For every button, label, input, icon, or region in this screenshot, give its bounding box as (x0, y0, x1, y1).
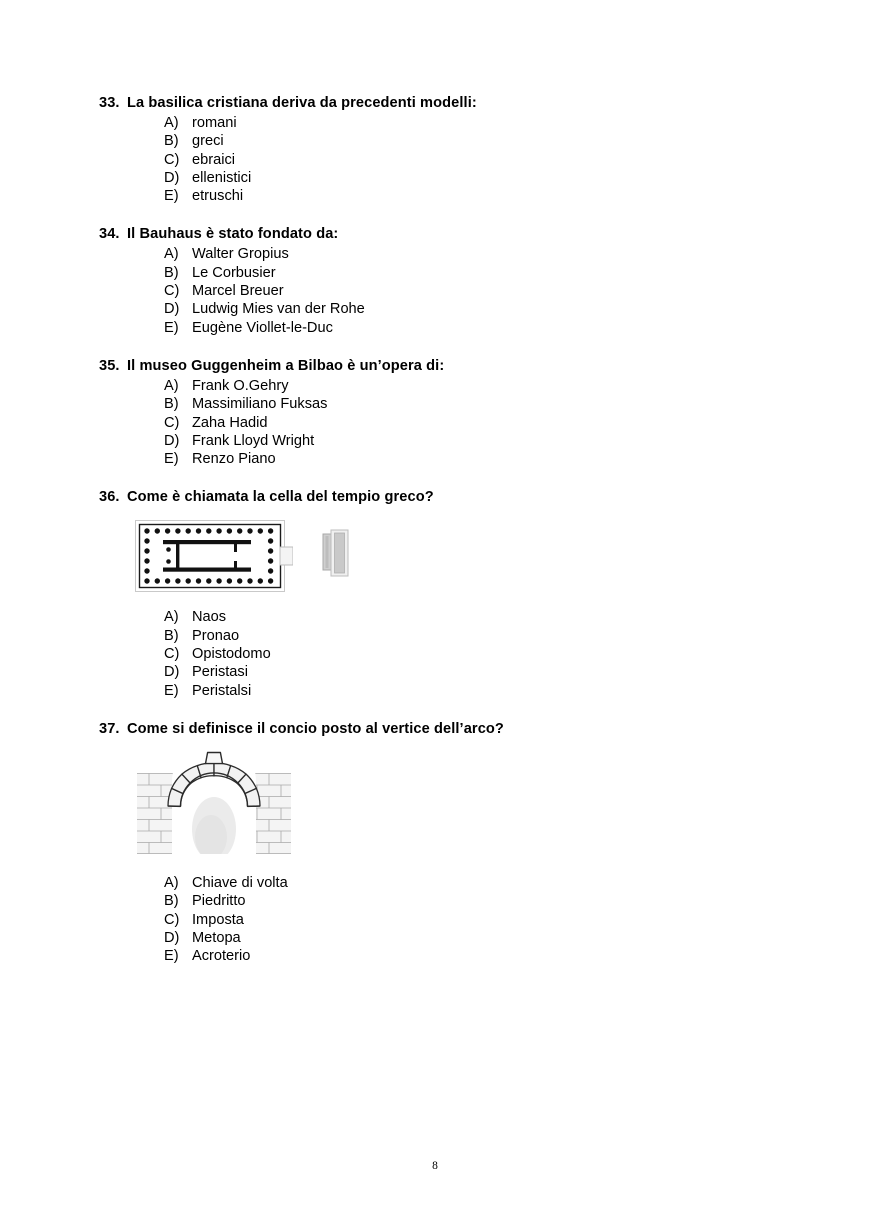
question-35-number: 35. (99, 357, 120, 374)
option-item[interactable] (164, 947, 789, 965)
option-text: Peristasi (192, 664, 248, 681)
option-letter: A) (164, 874, 179, 891)
question-36 (99, 488, 789, 699)
question-36-text: Come è chiamata la cella del tempio greco? (127, 489, 434, 506)
option-text: Zaha Hadid (192, 414, 268, 431)
option-item[interactable] (164, 682, 789, 700)
option-letter: D) (164, 432, 180, 449)
option-letter: A) (164, 377, 179, 394)
option-item[interactable] (164, 169, 789, 187)
question-37-heading (99, 720, 789, 738)
option-text: Le Corbusier (192, 264, 276, 281)
option-letter: D) (164, 929, 180, 946)
question-34-text: Il Bauhaus è stato fondato da: (127, 226, 339, 243)
option-item[interactable] (164, 627, 789, 645)
option-item[interactable] (164, 395, 789, 413)
option-item[interactable] (164, 300, 789, 318)
option-text: Metopa (192, 929, 241, 946)
option-letter: B) (164, 133, 179, 150)
option-text: Marcel Breuer (192, 283, 284, 300)
option-item[interactable] (164, 874, 789, 892)
column-elevation-icon (321, 528, 361, 588)
option-item[interactable] (164, 414, 789, 432)
question-33 (99, 94, 789, 205)
option-text: greci (192, 133, 224, 150)
greek-temple-figure-wrap (99, 520, 789, 592)
option-letter: E) (164, 319, 179, 336)
option-item[interactable] (164, 151, 789, 169)
option-letter: E) (164, 948, 179, 965)
option-item[interactable] (164, 450, 789, 468)
question-36-number: 36. (99, 489, 120, 506)
option-letter: B) (164, 627, 179, 644)
option-item[interactable] (164, 645, 789, 663)
question-37-number: 37. (99, 720, 120, 737)
option-letter: D) (164, 169, 180, 186)
question-33-text: La basilica cristiana deriva da precedenti modelli: (127, 95, 477, 111)
question-35-options (99, 377, 789, 468)
option-text: Frank O.Gehry (192, 377, 289, 394)
option-item[interactable] (164, 911, 789, 929)
option-text: Eugène Viollet-le-Duc (192, 319, 333, 336)
question-35 (99, 357, 789, 468)
option-text: etruschi (192, 188, 244, 205)
option-letter: C) (164, 646, 180, 663)
page-number: 8 (432, 1160, 438, 1172)
option-text: Chiave di volta (192, 874, 288, 891)
option-item[interactable] (164, 377, 789, 395)
question-33-heading (99, 94, 789, 112)
option-text: ebraici (192, 151, 235, 168)
greek-temple-figure-row (135, 520, 789, 592)
option-letter: B) (164, 264, 179, 281)
option-item[interactable] (164, 663, 789, 681)
question-36-options (99, 608, 789, 699)
option-text: ellenistici (192, 169, 252, 186)
question-33-options (99, 114, 789, 205)
question-35-heading (99, 357, 789, 375)
option-letter: C) (164, 414, 180, 431)
masonry-arch-figure-wrap (99, 751, 789, 861)
option-text: Massimiliano Fuksas (192, 396, 328, 413)
option-text: Piedritto (192, 893, 246, 910)
option-text: Opistodomo (192, 646, 271, 663)
question-34 (99, 225, 789, 336)
questions-container (99, 94, 789, 983)
option-text: Walter Gropius (192, 246, 289, 263)
option-item[interactable] (164, 132, 789, 150)
masonry-arch-figure (135, 751, 293, 856)
option-letter: C) (164, 283, 180, 300)
option-item[interactable] (164, 264, 789, 282)
option-item[interactable] (164, 187, 789, 205)
option-item[interactable] (164, 282, 789, 300)
option-text: Imposta (192, 911, 244, 928)
option-text: Acroterio (192, 948, 251, 965)
option-letter: A) (164, 115, 179, 131)
keystone (206, 752, 223, 763)
question-36-heading (99, 488, 789, 506)
greek-temple-plan-figure (135, 520, 293, 592)
option-text: Peristalsi (192, 682, 252, 699)
option-text: romani (192, 115, 237, 131)
question-33-number: 33. (99, 95, 120, 111)
option-letter: E) (164, 188, 179, 205)
option-item[interactable] (164, 432, 789, 450)
question-34-heading (99, 225, 789, 243)
option-letter: E) (164, 451, 179, 468)
option-item[interactable] (164, 892, 789, 910)
option-text: Pronao (192, 627, 240, 644)
option-letter: E) (164, 682, 179, 699)
question-35-text: Il museo Guggenheim a Bilbao è un’opera di: (127, 357, 445, 374)
question-37-options (99, 874, 789, 965)
option-text: Frank Lloyd Wright (192, 432, 315, 449)
option-letter: D) (164, 301, 180, 318)
option-text: Renzo Piano (192, 451, 276, 468)
option-item[interactable] (164, 319, 789, 337)
question-34-options (99, 245, 789, 336)
question-37 (99, 720, 789, 965)
option-letter: A) (164, 246, 179, 263)
option-item[interactable] (164, 608, 789, 626)
option-letter: D) (164, 664, 180, 681)
question-37-text: Come si definisce il concio posto al vertice dell’arco? (127, 720, 504, 737)
option-letter: B) (164, 893, 179, 910)
option-letter: C) (164, 151, 180, 168)
option-letter: C) (164, 911, 180, 928)
option-item[interactable] (164, 114, 789, 132)
option-letter: A) (164, 609, 179, 626)
option-text: Ludwig Mies van der Rohe (192, 301, 365, 318)
option-item[interactable] (164, 245, 789, 263)
option-letter: B) (164, 396, 179, 413)
option-text: Naos (192, 609, 227, 626)
option-item[interactable] (164, 929, 789, 947)
question-34-number: 34. (99, 226, 120, 243)
